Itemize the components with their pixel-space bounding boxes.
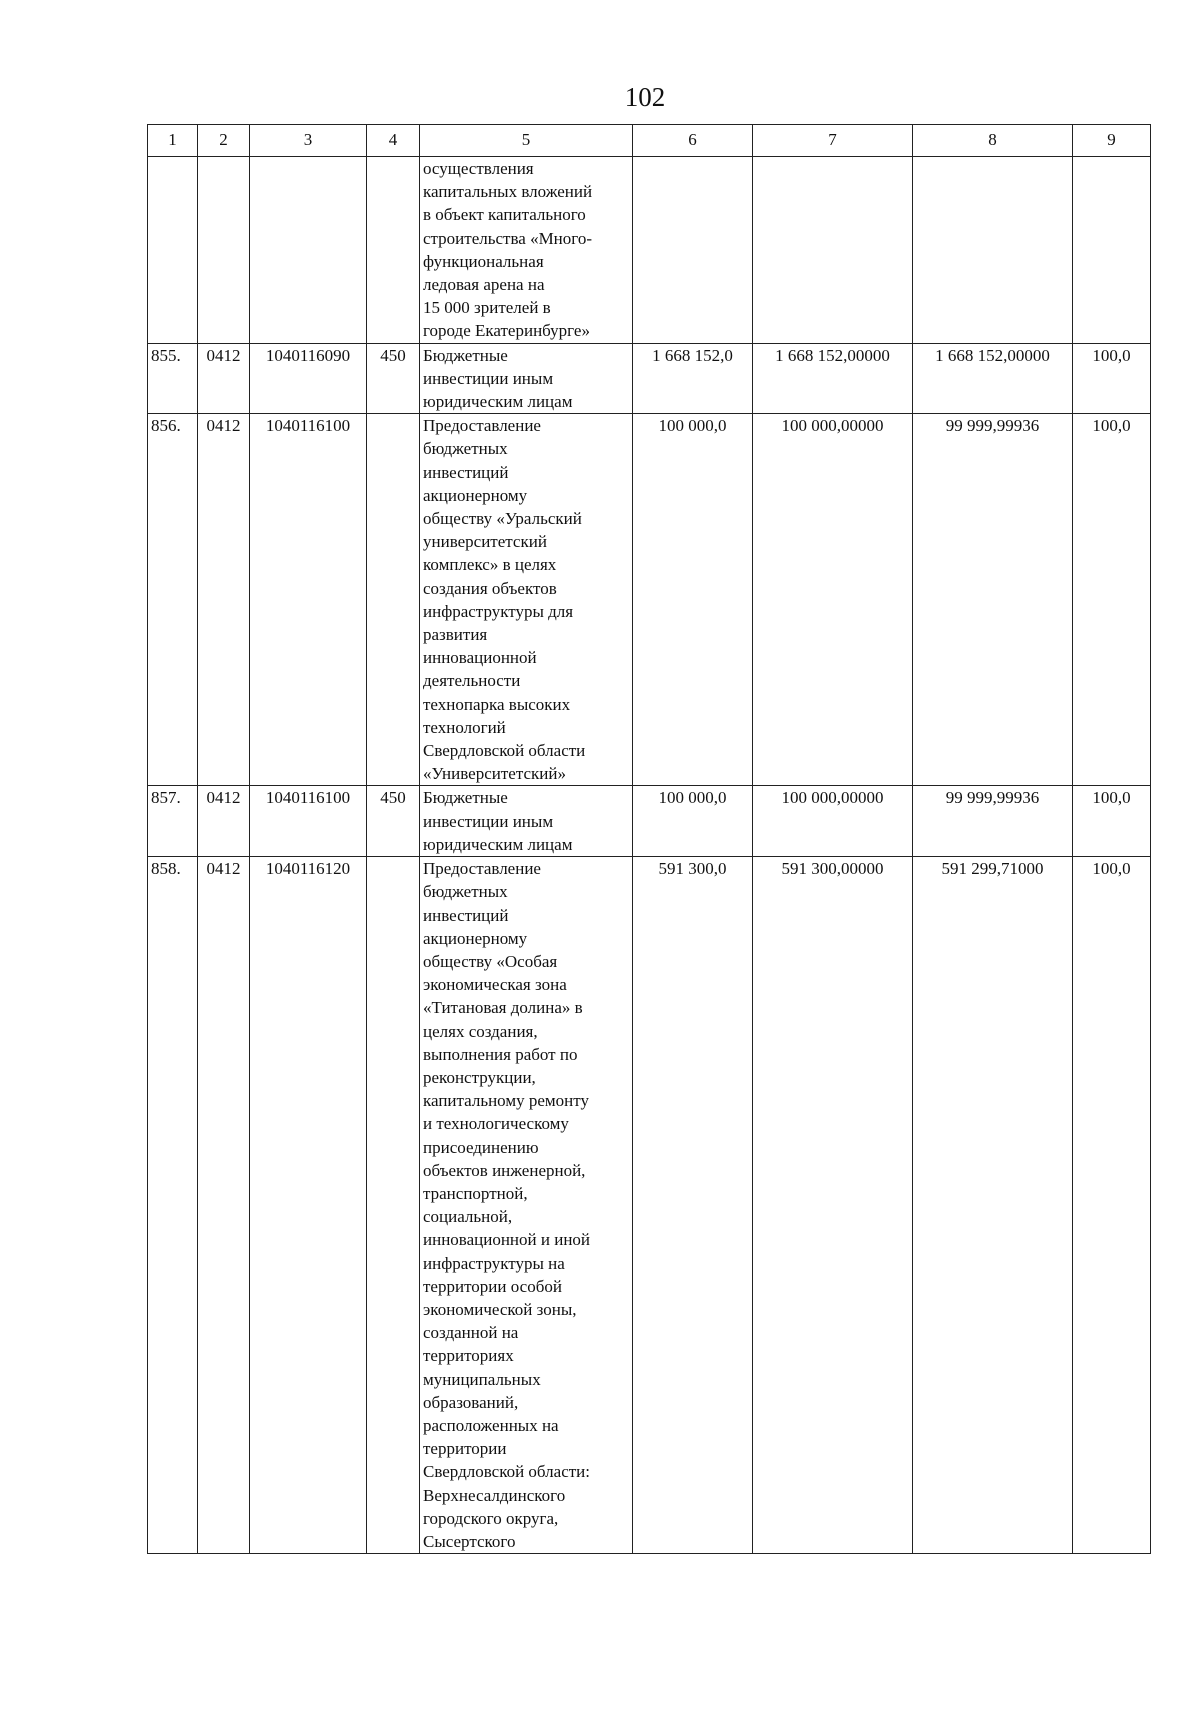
description-line: развития <box>423 625 488 645</box>
section-code: 0412 <box>198 414 250 786</box>
description-line: Верхнесалдинского <box>423 1485 566 1505</box>
section-code: 0412 <box>198 343 250 414</box>
header-cell: 3 <box>250 125 367 157</box>
description-line: социальной, <box>423 1207 513 1227</box>
expense-type-code <box>367 414 420 786</box>
execution-percent: 100,0 <box>1073 343 1151 414</box>
table-row <box>148 157 1151 344</box>
description-line: реконструкции, <box>423 1067 536 1087</box>
executed-amount: 99 999,99936 <box>913 786 1073 857</box>
planned-amount: 591 300,0 <box>633 857 753 1554</box>
description-line: инновационной и иной <box>423 1230 591 1250</box>
refined-amount: 591 300,00000 <box>753 857 913 1554</box>
description-line: городе Екатеринбурге» <box>423 321 590 341</box>
description-line: транспортной, <box>423 1183 528 1203</box>
description-line: инвестиции иным <box>423 811 554 831</box>
description-cell <box>420 343 633 414</box>
description-line: создания объектов <box>423 578 557 598</box>
target-code: 1040116100 <box>250 414 367 786</box>
description-line: инвестиции иным <box>423 368 554 388</box>
refined-amount: 1 668 152,00000 <box>753 343 913 414</box>
header-cell: 8 <box>913 125 1073 157</box>
execution-percent <box>1073 157 1151 344</box>
description-line: объектов инженерной, <box>423 1160 586 1180</box>
expense-type-code <box>367 157 420 344</box>
header-cell: 5 <box>420 125 633 157</box>
budget-table <box>147 124 1151 1554</box>
description-line: инфраструктуры на <box>423 1253 565 1273</box>
table-row <box>148 343 1151 414</box>
description-line: Свердловской области: <box>423 1462 590 1482</box>
description-line: капитальному ремонту <box>423 1091 589 1111</box>
planned-amount: 1 668 152,0 <box>633 343 753 414</box>
expense-type-code: 450 <box>367 343 420 414</box>
target-code: 1040116120 <box>250 857 367 1554</box>
description-line: бюджетных <box>423 882 508 902</box>
description-line: «Университетский» <box>423 764 566 784</box>
description-line: территории особой <box>423 1276 562 1296</box>
header-cell: 4 <box>367 125 420 157</box>
description-line: «Титановая долина» в <box>423 998 583 1018</box>
description-line: капитальных вложений <box>423 182 593 202</box>
description-line: в объект капитального <box>423 205 586 225</box>
description-line: территориях <box>423 1346 514 1366</box>
description-line: 15 000 зрителей в <box>423 298 551 318</box>
description-cell <box>420 786 633 857</box>
description-line: целях создания, <box>423 1021 538 1041</box>
description-line: бюджетных <box>423 439 508 459</box>
row-number: 857. <box>148 786 198 857</box>
executed-amount: 99 999,99936 <box>913 414 1073 786</box>
header-cell: 2 <box>198 125 250 157</box>
description-line: Предоставление <box>423 416 541 436</box>
description-line: городского округа, <box>423 1508 559 1528</box>
description-line: расположенных на <box>423 1415 559 1435</box>
header-row <box>148 125 1151 157</box>
description-line: юридическим лицам <box>423 834 573 854</box>
row-number: 858. <box>148 857 198 1554</box>
description-line: Бюджетные <box>423 345 508 365</box>
section-code: 0412 <box>198 857 250 1554</box>
description-cell <box>420 157 633 344</box>
description-line: технологий <box>423 717 506 737</box>
description-line: Бюджетные <box>423 788 508 808</box>
description-line: экономической зоны, <box>423 1299 577 1319</box>
description-line: юридическим лицам <box>423 392 573 412</box>
target-code: 1040116090 <box>250 343 367 414</box>
description-line: университетский <box>423 532 547 552</box>
description-line: Сысертского <box>423 1531 516 1551</box>
header-cell: 6 <box>633 125 753 157</box>
description-line: инфраструктуры для <box>423 601 574 621</box>
description-line: экономическая зона <box>423 975 567 995</box>
executed-amount: 591 299,71000 <box>913 857 1073 1554</box>
description-line: функциональная <box>423 251 544 271</box>
description-line: технопарка высоких <box>423 694 571 714</box>
description-line: акционерному <box>423 485 528 505</box>
expense-type-code: 450 <box>367 786 420 857</box>
planned-amount: 100 000,0 <box>633 786 753 857</box>
description-line: осуществления <box>423 159 534 178</box>
description-line: и технологическому <box>423 1114 569 1134</box>
execution-percent: 100,0 <box>1073 857 1151 1554</box>
planned-amount <box>633 157 753 344</box>
description-line: деятельности <box>423 671 521 691</box>
description-line: инвестиций <box>423 905 509 925</box>
description-line: инновационной <box>423 648 537 668</box>
description-line: образований, <box>423 1392 519 1412</box>
refined-amount: 100 000,00000 <box>753 414 913 786</box>
header-cell: 7 <box>753 125 913 157</box>
description-line: обществу «Особая <box>423 951 558 971</box>
description-line: созданной на <box>423 1323 519 1343</box>
header-cell: 9 <box>1073 125 1151 157</box>
description-line: строительства «Много- <box>423 228 592 248</box>
description-line: акционерному <box>423 928 528 948</box>
page-number: 102 <box>624 82 666 112</box>
table-row <box>148 414 1151 786</box>
table-row <box>148 786 1151 857</box>
execution-percent: 100,0 <box>1073 786 1151 857</box>
description-line: обществу «Уральский <box>423 509 582 529</box>
description-cell <box>420 414 633 786</box>
section-code <box>198 157 250 344</box>
description-line: территории <box>423 1439 507 1459</box>
row-number: 855. <box>148 343 198 414</box>
target-code: 1040116100 <box>250 786 367 857</box>
target-code <box>250 157 367 344</box>
description-line: комплекс» в целях <box>423 555 557 575</box>
refined-amount <box>753 157 913 344</box>
table-row <box>148 857 1151 1554</box>
description-cell <box>420 857 633 1554</box>
planned-amount: 100 000,0 <box>633 414 753 786</box>
description-line: Свердловской области <box>423 741 586 761</box>
executed-amount: 1 668 152,00000 <box>913 343 1073 414</box>
row-number: 856. <box>148 414 198 786</box>
description-line: ледовая арена на <box>423 275 545 295</box>
description-line: Предоставление <box>423 859 541 879</box>
description-line: выполнения работ по <box>423 1044 578 1064</box>
expense-type-code <box>367 857 420 1554</box>
section-code: 0412 <box>198 786 250 857</box>
description-line: инвестиций <box>423 462 509 482</box>
refined-amount: 100 000,00000 <box>753 786 913 857</box>
header-cell: 1 <box>148 125 198 157</box>
description-line: присоединению <box>423 1137 539 1157</box>
execution-percent: 100,0 <box>1073 414 1151 786</box>
executed-amount <box>913 157 1073 344</box>
description-line: муниципальных <box>423 1369 541 1389</box>
row-number <box>148 157 198 344</box>
